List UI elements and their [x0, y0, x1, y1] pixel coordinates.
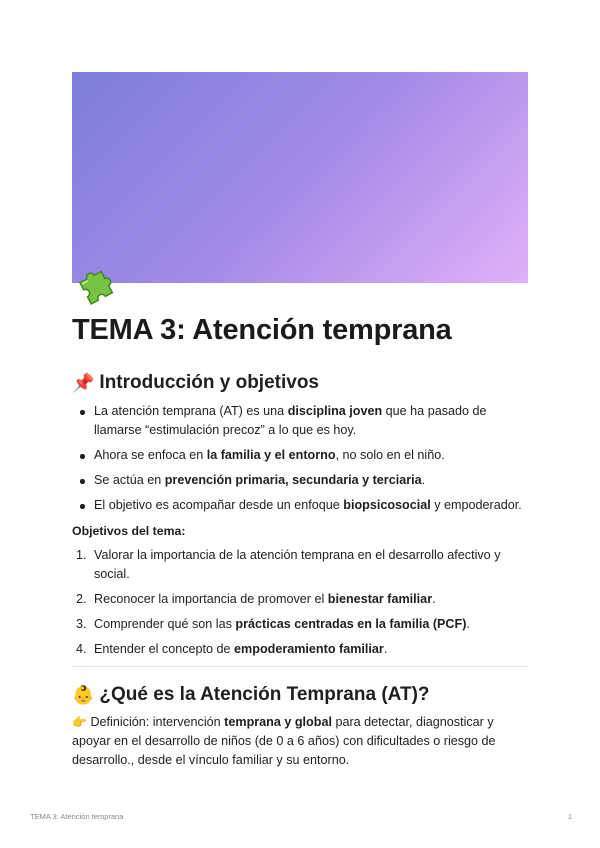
- cover-image: [72, 72, 528, 283]
- pushpin-icon: 📌: [72, 372, 95, 394]
- intro-bullet-list: [72, 402, 530, 521]
- list-item: 1. Valorar la importancia de la atención temprana en el desarrollo afectivo y social.: [76, 548, 501, 581]
- section-heading-intro-text: Introducción y objetivos: [99, 372, 319, 393]
- list-item: 3. Comprender qué son las prácticas centradas en la familia (PCF).: [76, 617, 470, 631]
- pointing-hand-icon: 👉: [72, 715, 87, 729]
- divider: [72, 666, 528, 667]
- list-item: La atención temprana (AT) es una disciplina joven que ha pasado de llamarse “estimulación precoz” a lo que es hoy.: [72, 402, 530, 440]
- list-item: El objetivo es acompañar desde un enfoque biopsicosocial y empoderador.: [72, 496, 530, 515]
- list-item: Se actúa en prevención primaria, secundaria y terciaria.: [72, 471, 530, 490]
- section-heading-at: [72, 684, 430, 706]
- baby-icon: 👶: [72, 684, 95, 706]
- page-footer: [30, 812, 572, 821]
- puzzle-piece-icon: [73, 261, 121, 309]
- definition-paragraph: 👉 Definición: intervención temprana y global para detectar, diagnosticar y apoyar en el desarrollo de niños (de 0 a 6 años) con dificultades o riesgo de desarrollo., desde el vínculo familiar y su entorno.: [72, 715, 496, 767]
- page-title: TEMA 3: Atención temprana: [72, 314, 452, 346]
- list-item: 4. Entender el concepto de empoderamiento familiar.: [76, 642, 388, 656]
- list-item: Ahora se enfoca en la familia y el entorno, no solo en el niño.: [72, 446, 530, 465]
- section-heading-intro: [72, 372, 319, 394]
- footer-title: TEMA 3: Atención temprana: [30, 812, 124, 821]
- list-item: 2. Reconocer la importancia de promover el bienestar familiar.: [76, 592, 436, 606]
- objectives-heading: Objetivos del tema:: [72, 524, 186, 538]
- objectives-list: [72, 546, 530, 665]
- page-number: 1: [567, 812, 572, 821]
- section-heading-at-text: ¿Qué es la Atención Temprana (AT)?: [99, 684, 430, 705]
